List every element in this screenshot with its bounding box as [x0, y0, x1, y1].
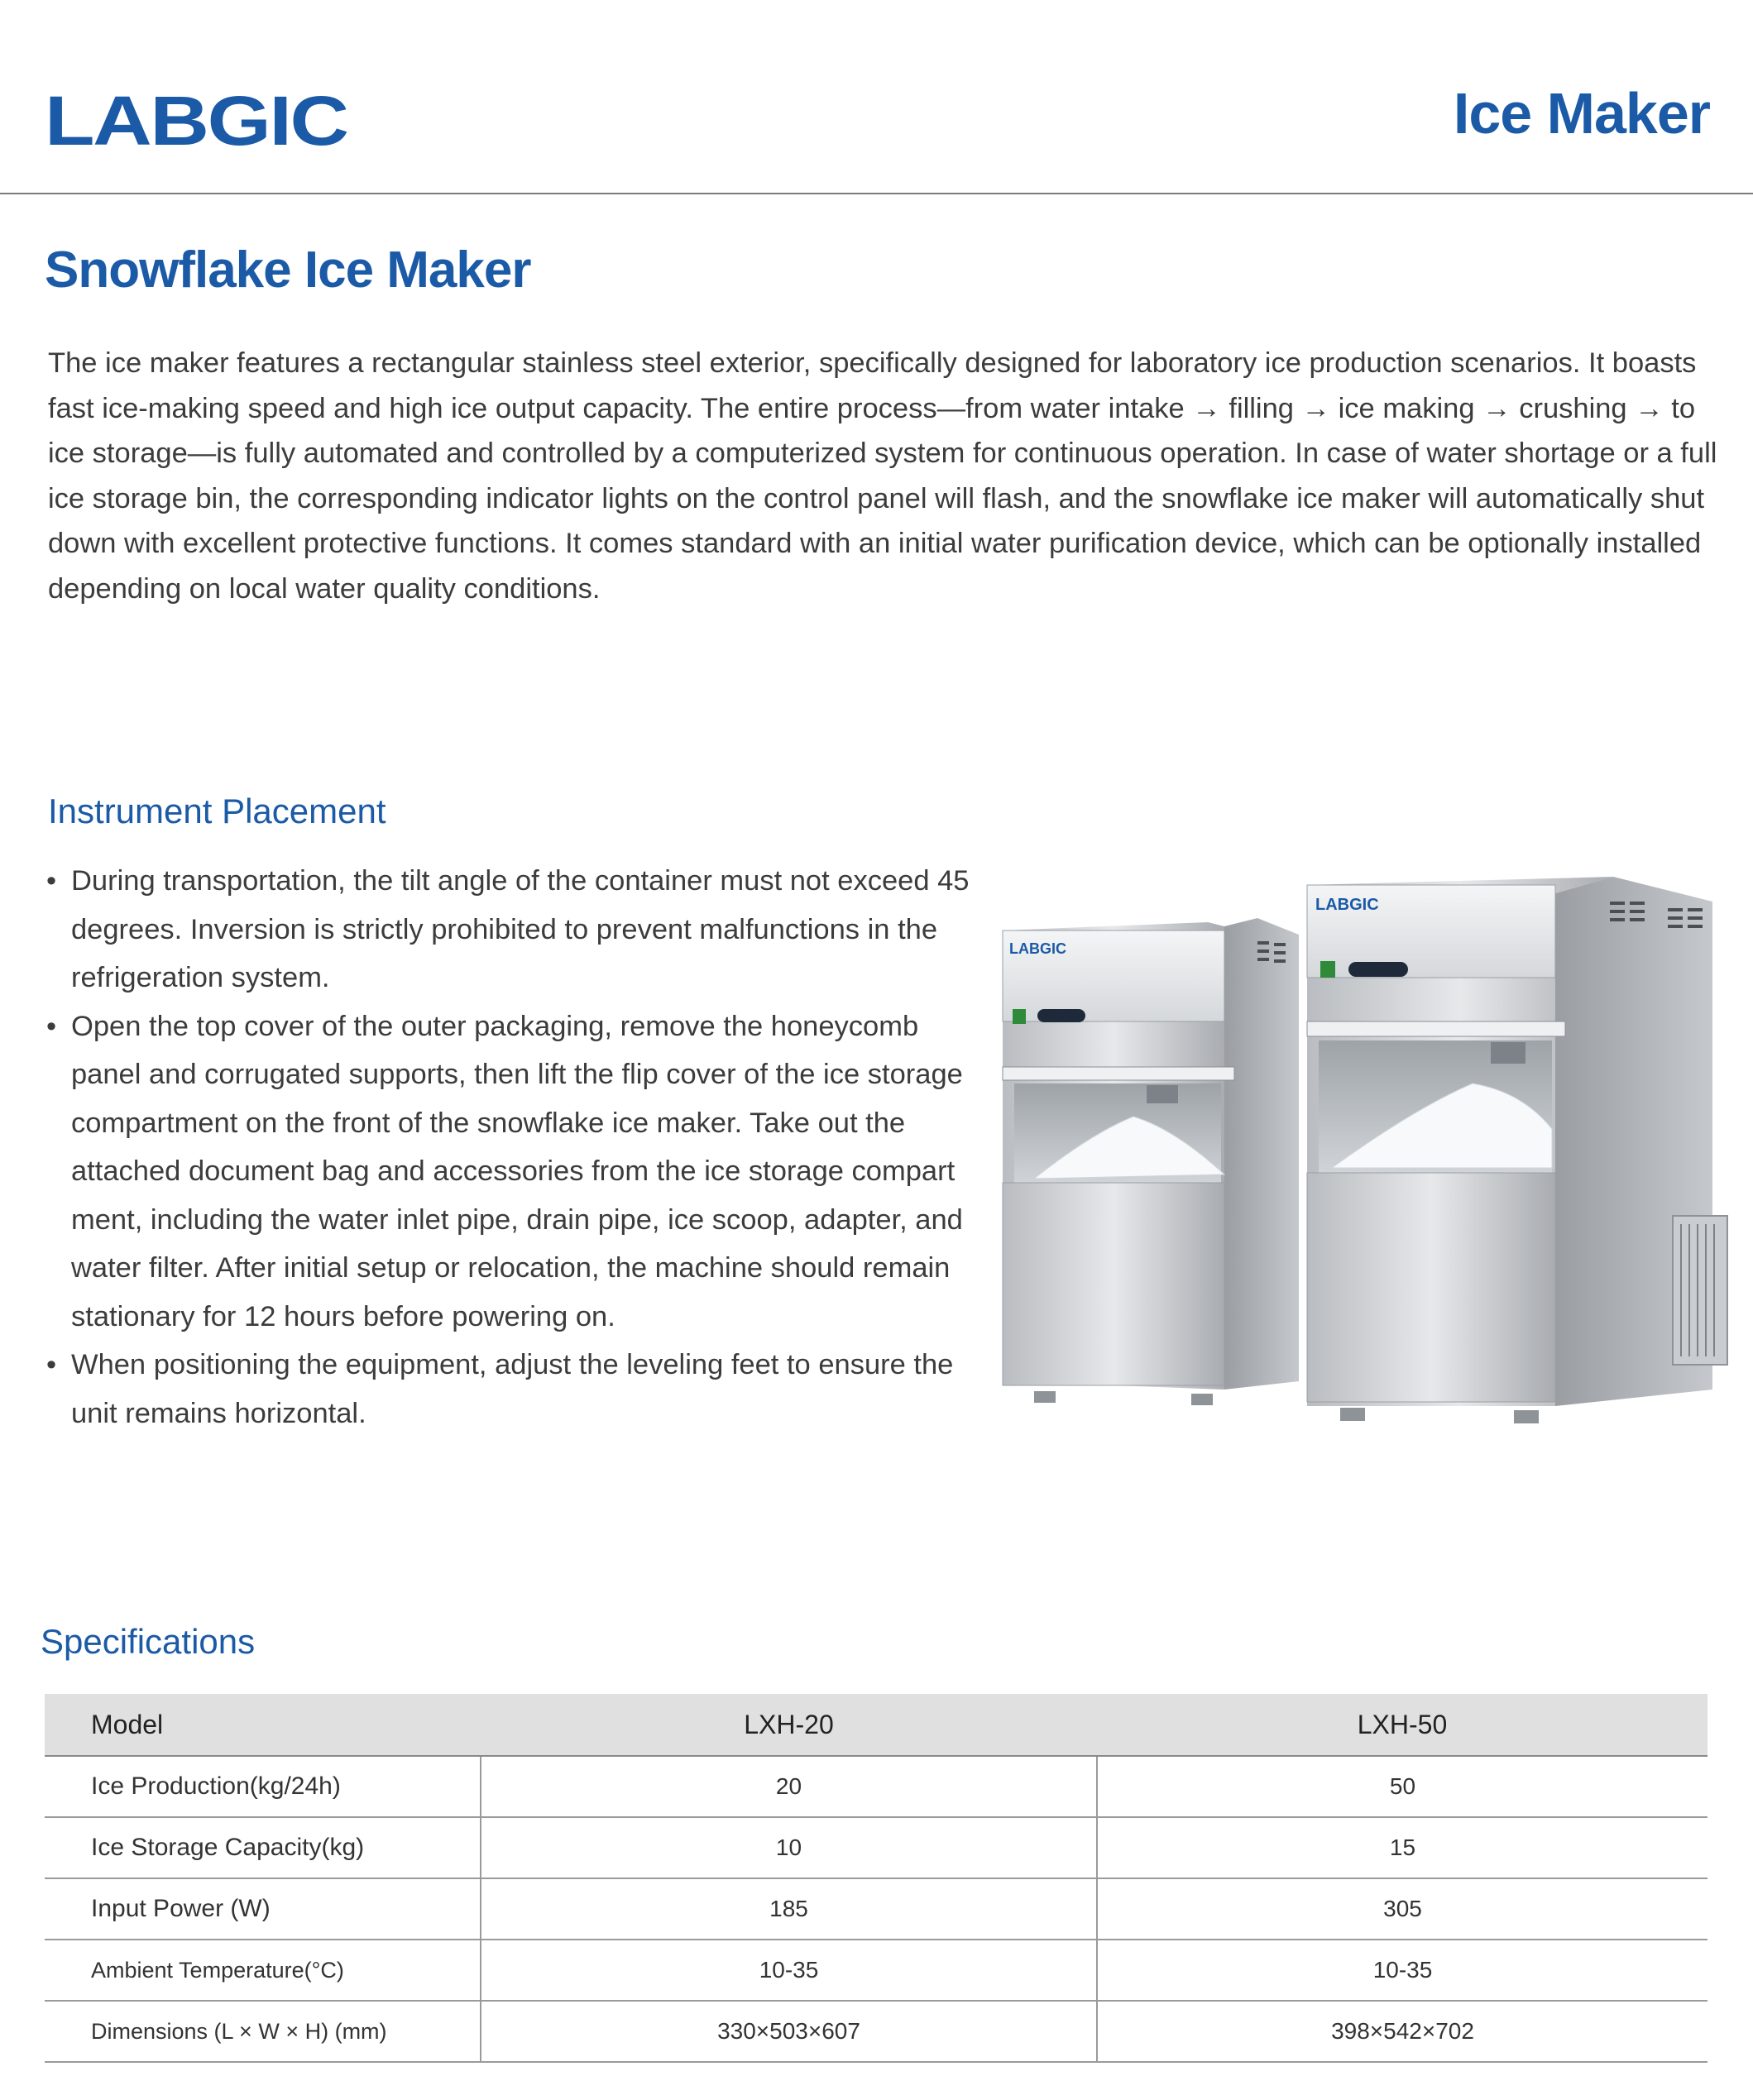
header-divider — [0, 193, 1753, 194]
row-label: Ice Production(kg/24h) — [45, 1756, 481, 1817]
cell-value: 50 — [1097, 1756, 1707, 1817]
ice-maker-small — [1003, 918, 1299, 1405]
row-label: Dimensions (L × W × H) (mm) — [45, 2001, 481, 2062]
cell-value: 10 — [481, 1817, 1097, 1878]
table-row — [45, 1756, 1707, 1817]
cell-value: 305 — [1097, 1878, 1707, 1940]
list-item: • When positioning the equipment, adjust the leveling feet to ensure the unit remains horizontal. — [46, 1341, 973, 1437]
product-description: The ice maker features a rectangular stainless steel exterior, specifically designed for laboratory ice production scenarios. It boasts fast ice-making speed and high ice output capacity. The entire process—from water intake → filling → ice making → crushing → to ice storage—is fully automated and controlled by a computerized system for continuous operation. In case of water shortage or a full ice storage bin, the corresponding indicator lights on the control panel will flash, and the snowflake ice maker will automatically shut down with excellent protective functions. It comes standard with an initial water purification device, which can be optionally installed depending on local water quality conditions. — [48, 347, 1717, 605]
placement-title: Instrument Placement — [48, 792, 386, 830]
header-model: Model — [45, 1694, 481, 1756]
table-row — [45, 2001, 1707, 2062]
cell-value: 15 — [1097, 1817, 1707, 1878]
placement-list — [46, 857, 973, 1437]
cell-value: 20 — [481, 1756, 1097, 1817]
row-label: Ice Storage Capacity(kg) — [45, 1817, 481, 1878]
table-row — [45, 1878, 1707, 1940]
list-item: • During transportation, the tilt angle of the container must not exceed 45 degrees. Inversion is strictly prohibited to prevent malfunctions in the refrigeration system. — [46, 857, 973, 1002]
ice-maker-large — [1307, 877, 1727, 1423]
header-lxh-50: LXH-50 — [1097, 1694, 1707, 1756]
table-row — [45, 1817, 1707, 1878]
category-title: Ice Maker — [1453, 81, 1710, 146]
cell-value: 330×503×607 — [481, 2001, 1097, 2062]
table-row — [45, 1940, 1707, 2001]
cell-value: 398×542×702 — [1097, 2001, 1707, 2062]
cell-value: 10-35 — [481, 1940, 1097, 2001]
spec-table — [45, 1694, 1707, 2063]
cell-value: 185 — [481, 1878, 1097, 1940]
list-item: • Open the top cover of the outer packaging, remove the honeycomb panel and corrugated supports, then lift the flip cover of the ice storage compartment on the front of the snowflake ice maker. Take out the attached document bag and accessories from the ice storage compart ment, including the water inlet pipe, drain pipe, ice scoop, adapter, and water filter. After initial setup or relocation, the machine should remain stationary for 12 hours before powering on. — [46, 1002, 973, 1342]
page-title: Snowflake Ice Maker — [45, 242, 531, 299]
image-brand-large: LABGIC — [1315, 896, 1379, 914]
image-brand-small: LABGIC — [1009, 940, 1066, 957]
row-label: Input Power (W) — [45, 1878, 481, 1940]
product-image — [984, 844, 1729, 1439]
table-header-row — [45, 1694, 1707, 1756]
header-lxh-20: LXH-20 — [481, 1694, 1097, 1756]
cell-value: 10-35 — [1097, 1940, 1707, 2001]
specifications-title: Specifications — [41, 1622, 256, 1661]
brand-logo: LABGIC — [45, 82, 347, 160]
row-label: Ambient Temperature(°C) — [45, 1940, 481, 2001]
